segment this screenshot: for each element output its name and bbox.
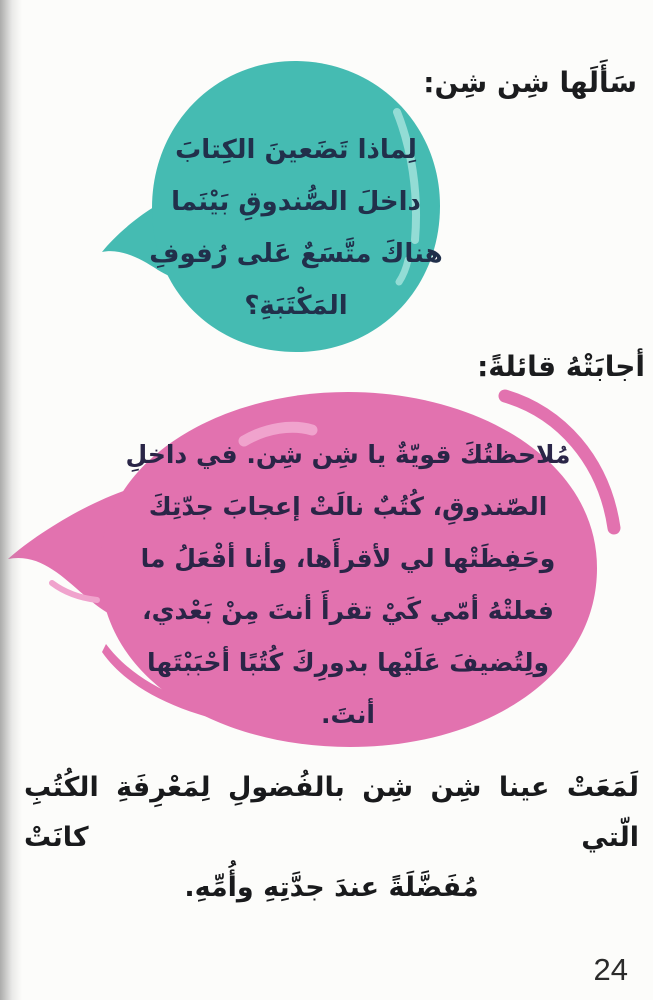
question-line: المَكْتَبَةِ؟ [244,291,348,321]
closing-line: لَمَعَتْ عينا شِن شِن بالفُضولِ لِمَعْرِفَةِ الكُتُبِ الّتي كانَتْ [24,772,639,853]
speaker1-label: سَأَلَها شِن شِن: [423,66,637,99]
answer-line: مُلاحظتُكَ قويّةٌ يا شِن شِن. في داخلِ [125,440,571,469]
question-line: لِماذا تَضَعينَ الكِتابَ [175,135,417,165]
closing-line: مُفَضَّلَةً عندَ جدَّتِهِ وأُمِّهِ. [184,872,479,903]
answer-line: الصّندوقِ، كُتُبٌ نالَتْ إعجابَ جدّتِكَ [148,492,548,521]
answer-line: ولِتُضيفَ عَلَيْها بدورِكَ كُتُبًا أحْبَبْتَها [146,648,550,677]
question-line: هناكَ متَّسَعٌ عَلى رُفوفِ [149,239,443,269]
answer-line: أنتَ. [321,700,375,729]
answer-bubble-text [115,429,581,741]
question-line: داخلَ الصُّندوقِ بَيْنَما [171,187,421,217]
answer-line: فعلتْهُ أمّي كَيْ تقرأَ أنتَ مِنْ بَعْدي، [142,596,554,625]
speaker2-label: أجابَتْهُ قائلةً: [477,350,645,383]
question-bubble-text [146,124,446,332]
closing-paragraph [24,763,639,913]
answer-line: وحَفِظَتْها لي لأقرأَها، وأنا أفْعَلُ ما [140,544,556,573]
page-number: 24 [593,952,628,987]
